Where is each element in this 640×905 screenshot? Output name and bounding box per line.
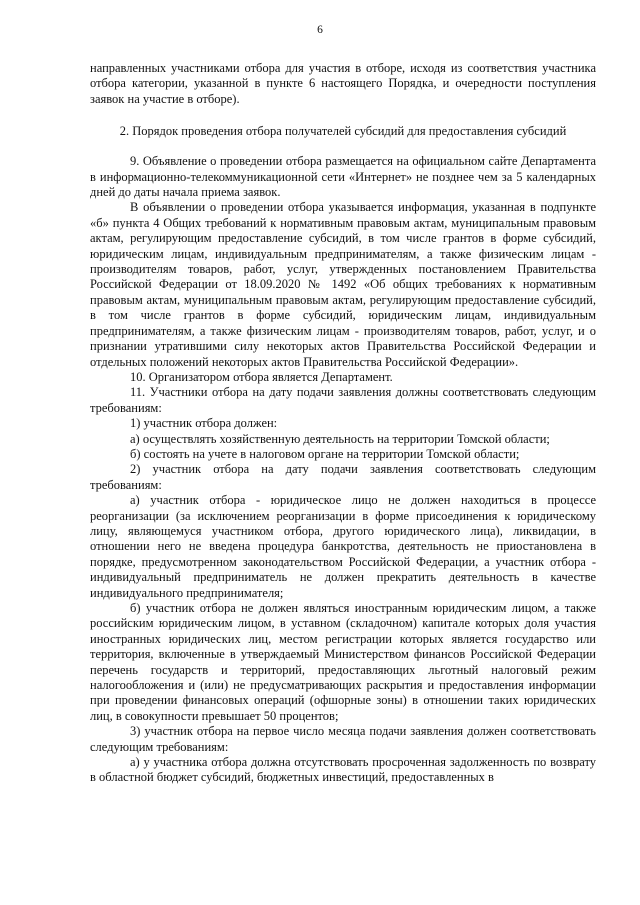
paragraph-10: 10. Организатором отбора является Департамент. — [130, 369, 393, 384]
section-heading: 2. Порядок проведения отбора получателей субсидий для предоставления субсидий — [119, 124, 567, 139]
paragraph-9: 9. Объявление о проведении отбора размещается на официальном сайте Департамента в информационно-телекоммуникационной сети «Интернет» не позднее чем за 5 календарных дней до даты начала приема заявок. — [90, 154, 596, 200]
document-body — [90, 61, 596, 786]
list-item-2: 2) участник отбора на дату подачи заявления соответствовать следующим требованиям: — [90, 462, 596, 492]
paragraph-continuation: направленных участниками отбора для участия в отборе, исходя из соответствия участника отбора категории, указанной в пункте 6 настоящего Порядка, и очередности поступления заявок на участие в отборе). — [90, 61, 596, 106]
list-item-3: 3) участник отбора на первое число месяца подачи заявления должен соответствовать следующим требованиям: — [90, 724, 596, 754]
list-item-2b: б) участник отбора не должен являться иностранным юридическим лицом, а также российским юридическим лицом, в уставном (складочном) капитале которых доля участия иностранных юридических лиц, местом регистрации которых является государство или территория, включенные в утверждаемый Министерством финансов Российской Федерации перечень государств и территорий, предоставляющих льготный налоговый режим налогообложения и (или) не предусматривающих раскрытия и предоставления информации при проведении финансовых операций (офшорные зоны) в отношении таких юридических лиц, в совокупности превышает 50 процентов; — [90, 601, 596, 723]
list-item-3a: а) у участника отбора должна отсутствовать просроченная задолженность по возврату в областной бюджет субсидий, бюджетных инвестиций, предоставленных в — [90, 755, 596, 785]
list-item-1: 1) участник отбора должен: — [130, 416, 278, 431]
list-item-2a: а) участник отбора - юридическое лицо не должен находиться в процессе реорганизации (за исключением реорганизации в форме присоединения к юридическому лицу, являющемуся участником отбора, другого юридического лица), ликвидации, в отношении него не введена процедура банкротства, деятельность не приостановлена в порядке, предусмотренном законодательством Российской Федерации, а участник отбора - индивидуальный предприниматель не должен прекратить деятельность в качестве индивидуального предпринимателя; — [90, 493, 596, 600]
paragraph-11: 11. Участники отбора на дату подачи заявления должны соответствовать следующим требованиям: — [90, 385, 596, 415]
list-item-1a: а) осуществлять хозяйственную деятельность на территории Томской области; — [130, 431, 550, 446]
list-item-1b: б) состоять на учете в налоговом органе на территории Томской области; — [130, 446, 520, 461]
paragraph-announcement-info: В объявлении о проведении отбора указывается информация, указанная в подпункте «б» пункта 4 Общих требований к нормативным правовым актам, муниципальным правовым актам, регулирующим предоставление субсидий, в том числе грантов в форме субсидий, юридическим лицам, индивидуальным предпринимателям, а также физическим лицам - производителям товаров, работ, услуг, утвержденных постановлением Правительства Российской Федерации от 18.09.2020 № 1492 «Об общих требованиях к нормативным правовым актам, муниципальным правовым актам, регулирующим предоставление субсидий, в том числе грантов в форме субсидий, юридическим лицам, индивидуальным предпринимателям, а также физическим лицам - производителям товаров, работ, услуг, и о признании утратившими силу некоторых актов Правительства Российской Федерации и отдельных положений некоторых актов Правительства Российской Федерации». — [90, 200, 596, 369]
page-number: 6 — [317, 24, 323, 36]
